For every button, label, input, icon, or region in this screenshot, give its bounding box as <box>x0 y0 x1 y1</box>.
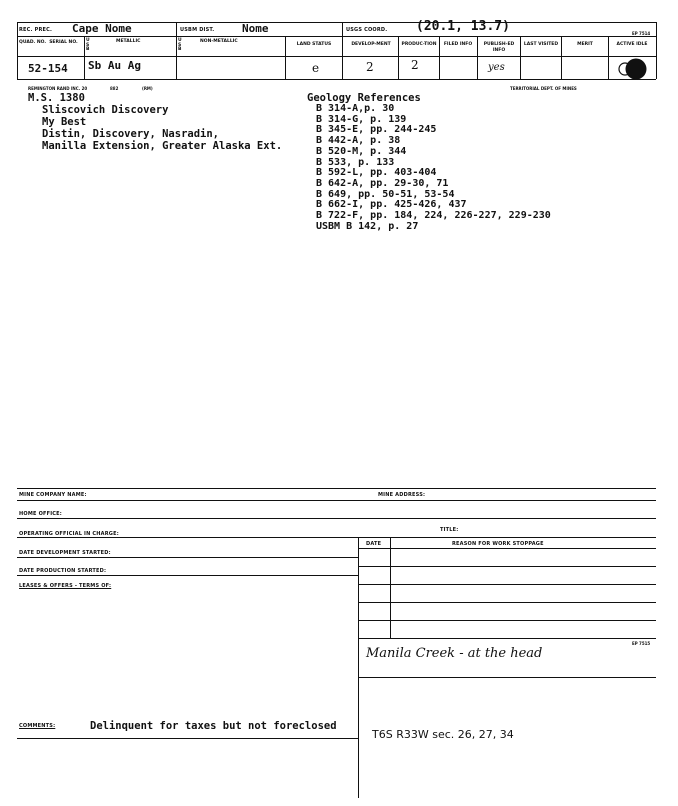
geology-reference: B 649, pp. 50-51, 53-54 <box>316 188 455 200</box>
last-visited-label: LAST VISITED <box>523 42 559 47</box>
home-office-label: HOME OFFICE: <box>19 511 62 517</box>
claim-line: Distin, Discovery, Nasradin, <box>42 128 220 140</box>
published-info-value: yes <box>488 62 505 73</box>
leases-offers-label: LEASES & OFFERS - TERMS OF: <box>19 583 112 589</box>
nonmetallic-label: NON-METALLIC <box>200 39 238 44</box>
production-value: 2 <box>411 58 419 72</box>
geology-reference-list <box>316 104 551 232</box>
usbm-dist-value: Nome <box>242 22 269 35</box>
published-info-label: PUBLISH-ED INFO <box>483 42 515 53</box>
filed-info-label: FILED INFO <box>443 42 473 47</box>
territorial-dept: TERRITORIAL DEPT. OF MINES <box>510 86 577 91</box>
remington-imprint: REMINGTON RAND INC. 20 <box>28 86 88 91</box>
form-number: EP 7514 <box>632 31 651 36</box>
form-code: 882 <box>110 86 119 91</box>
land-status-label: LAND STATUS <box>296 42 332 47</box>
merit-label: MERIT <box>577 42 593 47</box>
handwritten-location: Manila Creek - at the head <box>366 646 543 661</box>
usgs-coord-value: (20.1, 13.7) <box>416 19 510 34</box>
usbm-metallic-letters: U S B <box>86 38 90 52</box>
dev-started-label: DATE DEVELOPMENT STARTED: <box>19 550 111 556</box>
quad-serial-label: QUAD. NO. SERIAL NO. <box>19 40 78 45</box>
usbm-dist-label: USBM DIST. <box>180 27 215 33</box>
handwritten-township: T6S R33W sec. 26, 27, 34 <box>372 728 514 741</box>
geology-reference: USBM B 142, p. 27 <box>316 220 419 232</box>
development-label: DEVELOP-MENT <box>351 42 391 47</box>
geology-reference: B 520-M, p. 344 <box>316 145 407 157</box>
claim-line: Manilla Extension, Greater Alaska Ext. <box>42 140 283 152</box>
prod-started-label: DATE PRODUCTION STARTED: <box>19 568 107 574</box>
geology-reference: B 442-A, p. 38 <box>316 135 401 147</box>
geology-reference: B 533, p. 133 <box>316 156 395 168</box>
mine-company-label: MINE COMPANY NAME: <box>19 492 87 498</box>
metallic-value: Sb Au Ag <box>88 59 141 72</box>
development-value: 2 <box>366 60 374 74</box>
operating-official-label: OPERATING OFFICIAL IN CHARGE: <box>19 531 119 537</box>
active-idle-marker-icon <box>610 57 648 81</box>
rec-prec-value: Cape Nome <box>72 22 132 35</box>
land-status-value: e <box>312 61 320 75</box>
usgs-coord-label: USGS COORD. <box>346 27 388 33</box>
geology-reference: B 722-F, pp. 184, 224, 226-227, 229-230 <box>316 210 551 222</box>
geology-reference: B 314-A,p. 30 <box>316 103 395 114</box>
claim-names <box>42 104 282 152</box>
rm-mark: (RM) <box>142 86 153 91</box>
rec-prec-label: REC. PREC. <box>19 27 53 33</box>
mine-address-label: MINE ADDRESS: <box>378 492 426 498</box>
date-column-label: DATE <box>366 541 382 547</box>
geology-reference: B 592-L, pp. 403-404 <box>316 167 437 179</box>
form-number-2: EP 7515 <box>632 641 651 646</box>
mineral-survey-number: M.S. 1380 <box>28 92 85 104</box>
production-label: PRODUC-TION <box>401 42 437 47</box>
comments-value: Delinquent for taxes but not foreclosed <box>90 720 337 732</box>
active-idle-label: ACTIVE IDLE <box>616 42 648 47</box>
claim-line: My Best <box>42 116 87 128</box>
geology-reference: B 314-G, p. 139 <box>316 113 407 125</box>
claim-line: Sliscovich Discovery <box>42 104 169 116</box>
usbm-nonmetallic-letters: U S B <box>178 38 182 52</box>
title-label: TITLE: <box>440 527 459 533</box>
geology-reference: B 642-A, pp. 29-30, 71 <box>316 177 449 189</box>
metallic-label: METALLIC <box>116 39 141 44</box>
reason-stoppage-label: REASON FOR WORK STOPPAGE <box>452 541 544 547</box>
geology-reference: B 345-E, pp. 244-245 <box>316 124 437 136</box>
geology-reference: B 662-I, pp. 425-426, 437 <box>316 199 467 211</box>
quad-serial-value: 52-154 <box>28 62 68 75</box>
comments-label: COMMENTS: <box>19 723 56 729</box>
geology-title: Geology References <box>307 92 421 104</box>
